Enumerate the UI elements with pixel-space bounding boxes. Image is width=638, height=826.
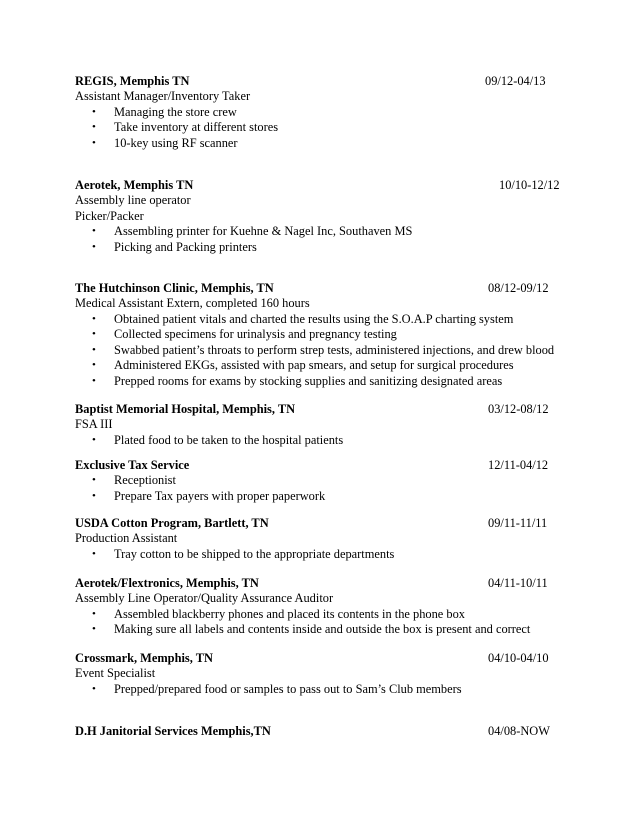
job-title: Picker/Packer: [75, 208, 144, 223]
duty-item: • Take inventory at different stores: [92, 120, 279, 135]
job-title: Assembly Line Operator/Quality Assurance Auditor: [75, 591, 334, 605]
job-title: FSA III: [75, 417, 113, 431]
duty-item: • Prepare Tax payers with proper paperwork: [92, 488, 326, 503]
job-entry-dh-janitorial: [75, 724, 565, 739]
company-name: D.H Janitorial Services Memphis,TN: [75, 724, 271, 738]
job-entry-aerotek: [75, 178, 565, 255]
job-entry-regis: [75, 74, 565, 151]
bullet-icon: •: [92, 240, 96, 253]
duty-item: • Obtained patient vitals and charted the results using the S.O.A.P charting system: [92, 311, 514, 326]
job-dates: 10/10-12/12: [499, 178, 560, 192]
job-title: Assistant Manager/Inventory Taker: [75, 89, 251, 103]
duty-item: • Plated food to be taken to the hospital patients: [92, 432, 344, 447]
duty-item: • Prepped/prepared food or samples to pass out to Sam’s Club members: [92, 681, 462, 696]
bullet-icon: •: [92, 623, 96, 636]
bullet-icon: •: [92, 359, 96, 372]
job-entry-baptist: [75, 402, 565, 448]
job-entry-flextronics: [75, 576, 565, 638]
bullet-icon: •: [92, 225, 96, 238]
duty-item: • Managing the store crew: [92, 104, 237, 119]
duty-item: • Receptionist: [92, 473, 176, 487]
bullet-icon: •: [92, 374, 96, 387]
job-dates: 08/12-09/12: [488, 281, 549, 295]
duty-item: • Making sure all labels and contents inside and outside the box is present and correct: [92, 622, 531, 637]
job-entry-exclusive-tax: [75, 458, 565, 504]
bullet-icon: •: [92, 312, 96, 325]
company-name: USDA Cotton Program, Bartlett, TN: [75, 516, 269, 530]
bullet-icon: •: [92, 682, 96, 695]
bullet-icon: •: [92, 607, 96, 620]
company-name: REGIS, Memphis TN: [75, 74, 190, 88]
bullet-icon: •: [92, 105, 96, 118]
job-dates: 09/12-04/13: [485, 74, 546, 88]
job-dates: 09/11-11/11: [488, 516, 548, 530]
bullet-icon: •: [92, 136, 96, 149]
duty-item: • Assembled blackberry phones and placed its contents in the phone box: [92, 606, 465, 621]
job-entry-usda: [75, 516, 565, 562]
job-title: Medical Assistant Extern, completed 160 hours: [75, 296, 310, 310]
company-name: Aerotek, Memphis TN: [75, 178, 194, 192]
duty-item: • 10-key using RF scanner: [92, 135, 238, 150]
job-title: Production Assistant: [75, 531, 178, 545]
bullet-icon: •: [92, 121, 96, 134]
job-dates: 04/08-NOW: [488, 724, 550, 738]
company-name: Exclusive Tax Service: [75, 458, 190, 472]
job-dates: 04/11-10/11: [488, 576, 548, 590]
duty-item: • Administered EKGs, assisted with pap smears, and setup for surgical procedures: [92, 358, 514, 373]
duty-item: • Swabbed patient’s throats to perform strep tests, administered injections, and drew blood: [92, 342, 555, 357]
bullet-icon: •: [92, 328, 96, 341]
bullet-icon: •: [92, 343, 96, 356]
job-dates: 04/10-04/10: [488, 651, 549, 665]
company-name: The Hutchinson Clinic, Memphis, TN: [75, 281, 274, 295]
company-name: Aerotek/Flextronics, Memphis, TN: [75, 576, 259, 590]
job-entry-hutchinson: [75, 281, 565, 390]
duty-item: • Prepped rooms for exams by stocking supplies and sanitizing designated areas: [92, 373, 503, 388]
company-name: Crossmark, Memphis, TN: [75, 651, 213, 665]
job-title: Assembly line operator: [75, 193, 191, 207]
bullet-icon: •: [92, 547, 96, 560]
job-dates: 12/11-04/12: [488, 458, 549, 472]
bullet-icon: •: [92, 489, 96, 502]
duty-item: • Picking and Packing printers: [92, 239, 257, 254]
bullet-icon: •: [92, 433, 96, 446]
duty-item: • Assembling printer for Kuehne & Nagel Inc, Southaven MS: [92, 224, 413, 239]
bullet-icon: •: [92, 474, 96, 486]
job-dates: 03/12-08/12: [488, 402, 549, 416]
duty-item: • Tray cotton to be shipped to the appropriate departments: [92, 546, 395, 561]
job-entry-crossmark: [75, 651, 565, 697]
company-name: Baptist Memorial Hospital, Memphis, TN: [75, 402, 296, 416]
duty-item: • Collected specimens for urinalysis and pregnancy testing: [92, 327, 397, 342]
job-title: Event Specialist: [75, 666, 156, 680]
